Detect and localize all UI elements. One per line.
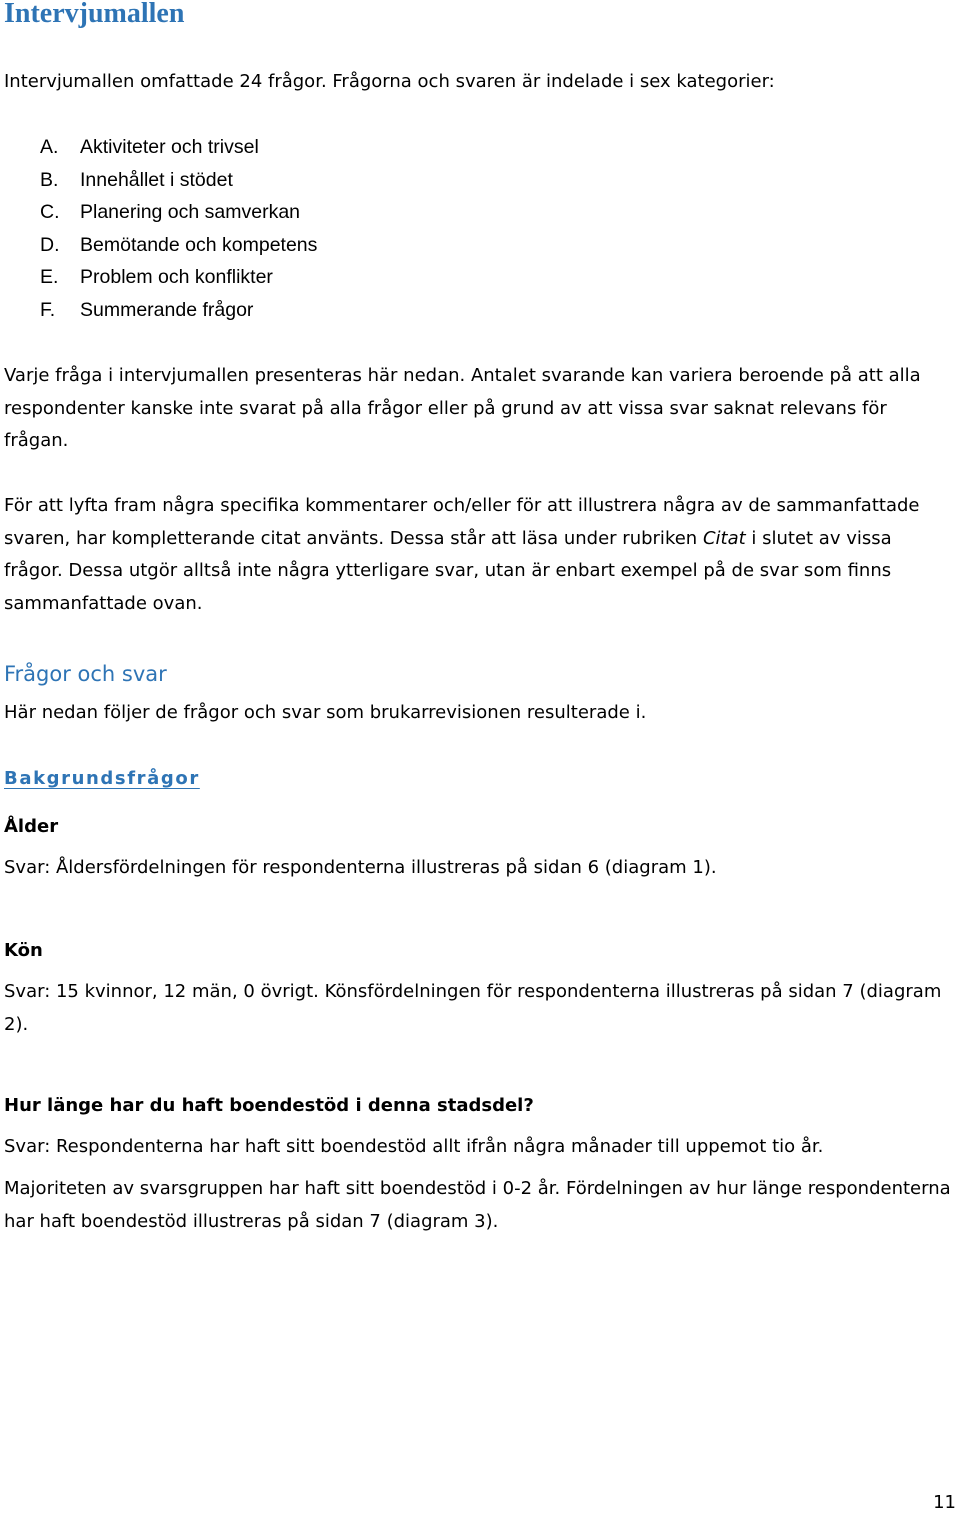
list-item <box>40 261 317 294</box>
list-letter: C. <box>40 201 60 224</box>
answer-text: Svar: Respondenterna har haft sitt boendestöd allt ifrån några månader till uppemot tio år. <box>4 1136 824 1157</box>
list-text: Innehållet i stödet <box>80 168 233 191</box>
list-item <box>40 294 317 327</box>
list-text: Bemötande och kompetens <box>80 233 318 256</box>
list-text: Summerande frågor <box>80 298 254 321</box>
list-letter: E. <box>40 266 59 289</box>
page-number: 11 <box>933 1492 956 1513</box>
page-title: Intervjumallen <box>4 0 185 29</box>
category-list <box>40 131 317 327</box>
intro-paragraph: Intervjumallen omfattade 24 frågor. Frågorna och svaren är indelade i sex kategorier: <box>4 71 775 92</box>
list-item <box>40 164 317 197</box>
question-heading: Hur länge har du haft boendestöd i denna stadsdel? <box>4 1095 534 1116</box>
question-heading: Kön <box>4 940 43 961</box>
paragraph-1: Varje fråga i intervjumallen presenteras här nedan. Antalet svarande kan variera beroende på att alla respondenter kanske inte svarat på alla frågor eller på grund av att vissa svar saknat relevans för frågan. <box>4 365 921 451</box>
list-letter: A. <box>40 136 59 158</box>
list-text: Aktiviteter och trivsel <box>80 136 259 158</box>
answer-text: Svar: Åldersfördelningen för respondenterna illustreras på sidan 6 (diagram 1). <box>4 857 717 878</box>
paragraph-2-part-2: i slutet av vissa frågor. Dessa utgör alltså inte några ytterligare svar, utan är enbart exempel på de svar som finns sammanfattade ovan. <box>4 527 892 614</box>
paragraph-2-part-1: För att lyfta fram några specifika kommentarer och/eller för att illustrera några av de sammanfattade svaren, har kompletterande citat använts. Dessa står att läsa under rubriken <box>4 495 920 549</box>
list-text: Planering och samverkan <box>80 201 301 224</box>
question-heading: Ålder <box>4 816 59 837</box>
section-heading: Frågor och svar <box>4 662 167 686</box>
list-text: Problem och konflikter <box>80 266 273 289</box>
citat-term: Citat <box>702 527 746 549</box>
list-letter: F. <box>40 298 56 321</box>
paragraph-2 <box>4 490 956 620</box>
list-item <box>40 131 317 164</box>
list-letter: B. <box>40 168 59 191</box>
subsection-heading: Bakgrundsfrågor <box>4 768 200 789</box>
list-item <box>40 196 317 229</box>
list-item <box>40 229 317 262</box>
answer-text: Majoriteten av svarsgruppen har haft sitt boendestöd i 0-2 år. Fördelningen av hur länge respondenterna har haft boendestöd illustreras på sidan 7 (diagram 3). <box>4 1178 951 1232</box>
section-intro: Här nedan följer de frågor och svar som brukarrevisionen resulterade i. <box>4 702 647 723</box>
answer-text: Svar: 15 kvinnor, 12 män, 0 övrigt. Könsfördelningen för respondenterna illustreras på sidan 7 (diagram 2). <box>4 981 942 1035</box>
list-letter: D. <box>40 233 60 256</box>
